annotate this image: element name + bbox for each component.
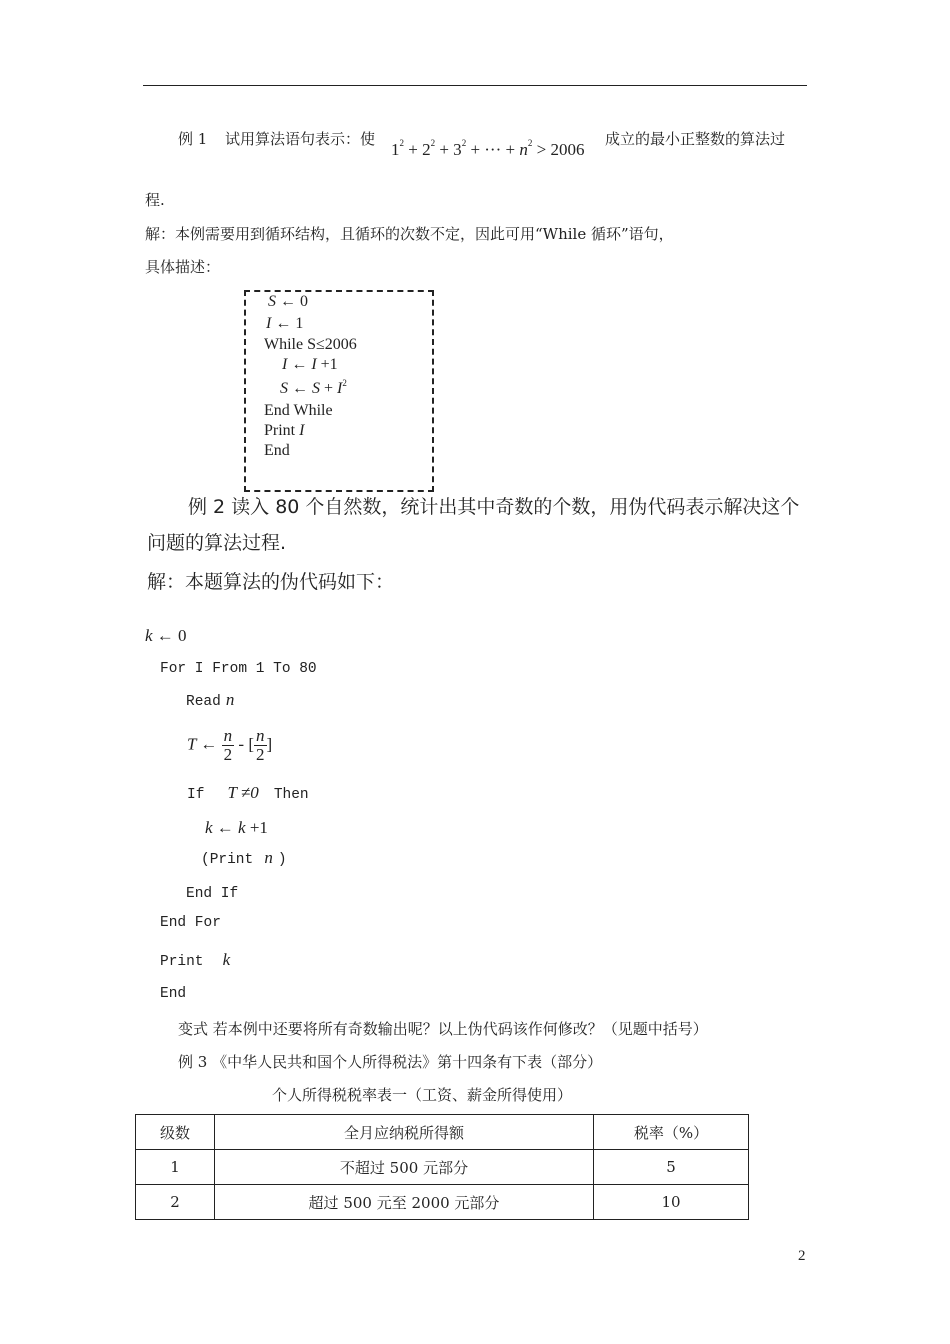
table-cell: 10	[594, 1185, 749, 1220]
example1-suffix: 成立的最小正整数的算法过	[605, 130, 786, 148]
code-line-5: S ← $S + I^2$	[280, 378, 347, 397]
example2-line1: 例 2 读入 80 个自然数，统计出其中奇数的个数，用伪代码表示解决这个	[188, 496, 800, 518]
tax-rate-table	[135, 1114, 749, 1220]
pseudo-for: For I From 1 To 80	[160, 661, 317, 677]
pseudo-read: Read n	[186, 690, 235, 710]
pseudo-k-init: k ← 0	[145, 626, 187, 645]
table-cell: 2	[136, 1185, 215, 1220]
header-rule	[143, 85, 807, 86]
example1-label: 例 1	[178, 130, 208, 148]
table-title: 个人所得税税率表一（工资、薪金所得使用）	[272, 1086, 573, 1104]
table-header: 全月应纳税所得额	[215, 1115, 594, 1150]
table-header-row	[136, 1115, 749, 1150]
table-cell: 1	[136, 1150, 215, 1185]
pseudo-print-k: Print k	[160, 950, 231, 970]
table-cell: 5	[594, 1150, 749, 1185]
code-line-3: While S≤2006	[264, 336, 357, 353]
pseudo-end: End	[160, 986, 187, 1002]
table-cell: 超过 500 元至 2000 元部分	[215, 1185, 594, 1220]
code-line-1: S ← 0	[268, 293, 308, 310]
table-row	[136, 1150, 749, 1185]
pseudo-increment: k ← k +1	[205, 818, 268, 837]
example1-prefix: 试用算法语句表示：使	[225, 130, 376, 148]
table-row	[136, 1185, 749, 1220]
pseudo-end-for: End For	[160, 915, 221, 931]
pseudo-end-if: End If	[186, 886, 239, 902]
example1-line2: 程.	[145, 191, 165, 209]
pseudo-if: If T ≠0 Then	[187, 783, 309, 803]
pseudo-print-n: (Print n )	[201, 848, 287, 868]
example1-solution: 解：本例需要用到循环结构，且循环的次数不定，因此可用“While 循环”语句，	[145, 225, 674, 243]
code-line-4: I ← I +1	[282, 356, 338, 373]
table-cell: 不超过 500 元部分	[215, 1150, 594, 1185]
example3-text: 例 3 《中华人民共和国个人所得税法》第十四条有下表（部分）	[178, 1053, 603, 1071]
pseudo-t-assign: T ← $\frac{n}{2}$ - [ $\frac{n}{2}$ ]	[187, 726, 273, 764]
example2-line3: 解：本题算法的伪代码如下：	[147, 571, 395, 593]
code-line-7: Print I	[264, 422, 305, 439]
table-header: 税率（%）	[594, 1115, 749, 1150]
page-number: 2	[798, 1248, 806, 1264]
code-line-6: End While	[264, 402, 333, 419]
example1-describe: 具体描述：	[145, 258, 221, 276]
code-line-2: I ← 1	[266, 315, 304, 332]
table-header: 级数	[136, 1115, 215, 1150]
code-line-8: End	[264, 442, 290, 459]
variant-text: 变式 若本例中还要将所有奇数输出呢？以上伪代码该作何修改？（见题中括号）	[178, 1020, 708, 1038]
example2-line2: 问题的算法过程.	[147, 532, 287, 554]
example1-formula: $1^2 + 2^2 + 3^2$ + ··· + $n^2 > 2006$	[391, 138, 585, 159]
